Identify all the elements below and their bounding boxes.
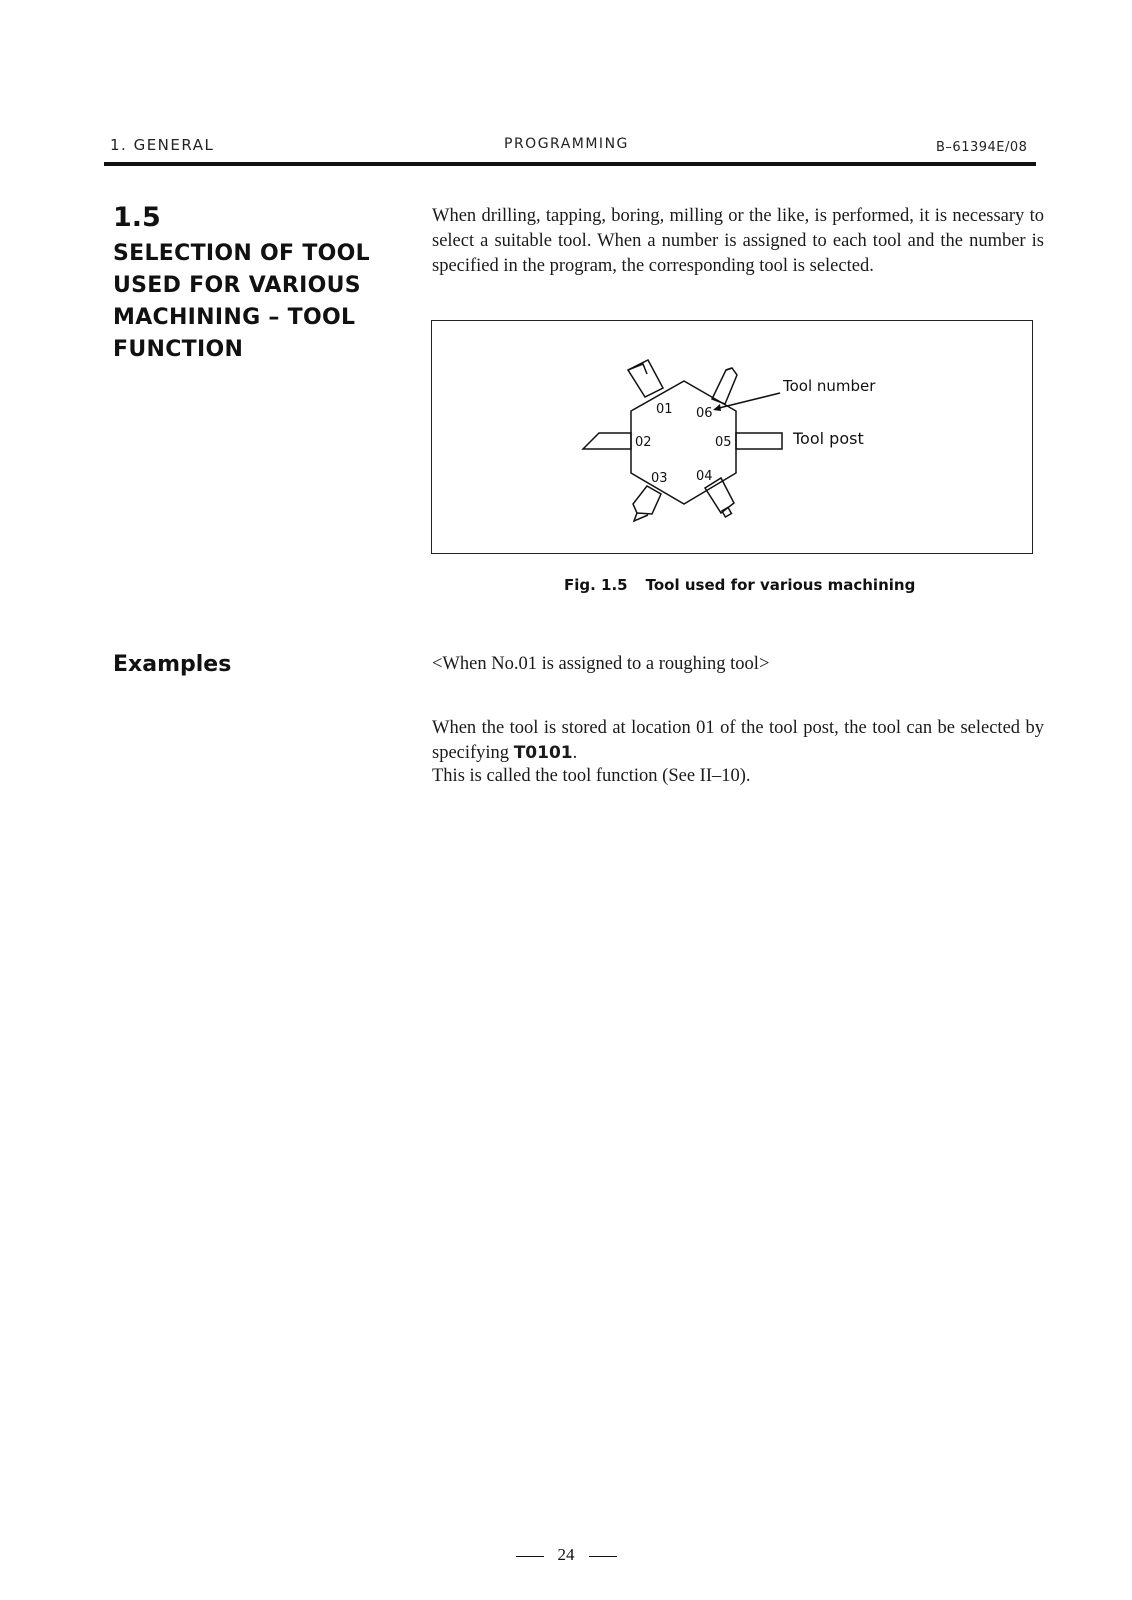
station-label-05: 05 [715, 435, 732, 450]
figure-caption-text: Tool used for various machining [645, 576, 916, 594]
header-chapter: 1. GENERAL [110, 136, 215, 154]
station-label-03: 03 [651, 471, 668, 486]
figure-tool-post [431, 320, 1033, 554]
example-code: T0101 [513, 743, 573, 763]
station-label-04: 04 [696, 469, 713, 484]
example-case: <When No.01 is assigned to a roughing tool> [432, 654, 770, 674]
section-number: 1.5 [113, 202, 161, 233]
figure-caption [564, 576, 915, 594]
example-paragraph [432, 716, 1044, 766]
station-label-06: 06 [696, 406, 713, 421]
page-footer [0, 1545, 1132, 1565]
example-note: This is called the tool function (See II–10). [432, 766, 751, 786]
station-label-01: 01 [656, 402, 673, 417]
tool-03-shape [633, 486, 661, 514]
header-doc-code: B–61394E/08 [936, 140, 1028, 155]
example-text-before: When the tool is stored at location 01 of the tool post, the tool can be selected by specifying [432, 718, 1044, 763]
tool-post-label: Tool post [793, 429, 864, 448]
tool-number-leader [715, 393, 780, 409]
examples-heading: Examples [113, 652, 232, 677]
footer-dash-right [589, 1556, 617, 1557]
page-number: 24 [557, 1545, 575, 1564]
header-rule [104, 162, 1036, 166]
tool-post-diagram [432, 321, 1032, 553]
tool-05-shape [736, 433, 782, 449]
station-label-02: 02 [635, 435, 652, 450]
tool-number-label: Tool number [783, 377, 876, 395]
example-text-after: . [572, 743, 578, 763]
figure-caption-number: Fig. 1.5 [564, 576, 628, 594]
tool-01-shape [628, 360, 663, 397]
tool-02-shape [583, 433, 631, 449]
section-title: SELECTION OF TOOL USED FOR VARIOUS MACHINING – TOOL FUNCTION [113, 241, 370, 362]
header-title: PROGRAMMING [504, 136, 629, 152]
footer-dash-left [516, 1556, 544, 1557]
intro-paragraph: When drilling, tapping, boring, milling or the like, is performed, it is necessary to select a suitable tool. When a number is assigned to each tool and the number is specified in the program, the corresponding tool is selected. [432, 206, 1044, 276]
